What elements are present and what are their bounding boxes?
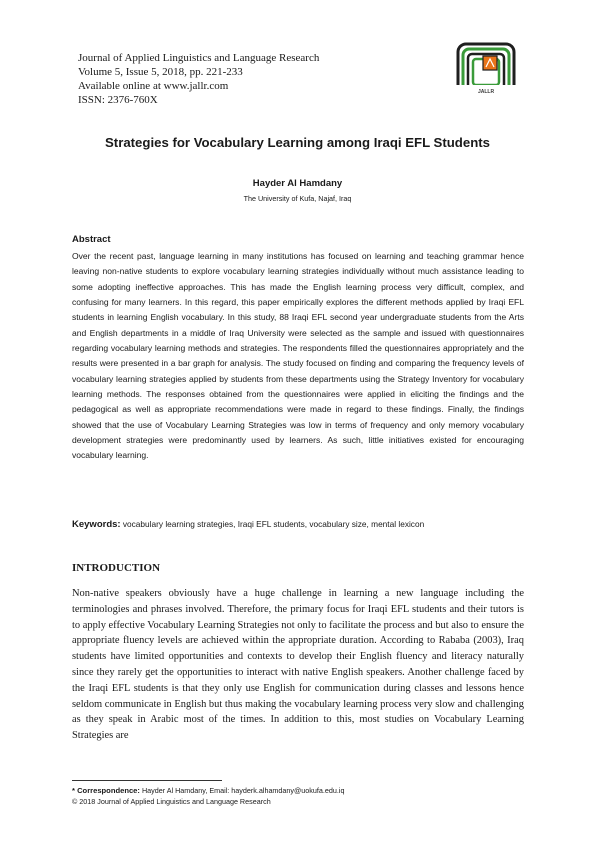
journal-header (78, 51, 319, 107)
keywords-label: Keywords: (72, 519, 121, 530)
correspondence-text: Hayder Al Hamdany, Email: hayderk.alhamdany@uokufa.edu.iq (141, 786, 345, 795)
journal-name: Journal of Applied Linguistics and Language Research (78, 52, 320, 64)
introduction-heading: INTRODUCTION (72, 562, 161, 574)
correspondence-label: * Correspondence: (72, 786, 140, 795)
logo-text: JALLR (477, 89, 495, 95)
correspondence-line (72, 785, 344, 796)
keywords-line (72, 519, 532, 530)
author-affiliation: The University of Kufa, Najaf, Iraq (243, 194, 352, 203)
keywords-text: vocabulary learning strategies, Iraqi EFL students, vocabulary size, mental lexicon (122, 519, 425, 529)
volume-info: Volume 5, Issue 5, 2018, pp. 221-233 (78, 66, 243, 78)
abstract-heading: Abstract (72, 234, 111, 245)
jallr-logo-icon (455, 41, 517, 103)
author-name: Hayder Al Hamdany (252, 178, 343, 189)
footnote (72, 785, 344, 807)
footnote-divider (72, 780, 222, 781)
paper-title: Strategies for Vocabulary Learning among Iraqi EFL Students (105, 135, 490, 150)
issn-line: ISSN: 2376-760X (78, 94, 158, 106)
copyright-line: © 2018 Journal of Applied Linguistics and Language Research (72, 797, 271, 806)
abstract-text: Over the recent past, language learning in many institutions has focused on learning and teaching grammar hence leaving non-native students to explore vocabulary learning strategies individually without much assistance leading to some adopting ineffective approaches. This has made the English learning process very difficult, complex, and confusing for many learners. In this regard, this paper empirically explores the different methods applied by Iraqi EFL students in learning English vocabulary. In this study, 88 Iraqi EFL second year undergraduate students from the Arts and English departments in a middle of Iraq University were selected as the sample and issued with questionnaires regarding vocabulary learning methods and strategies. The respondents filled the questionnaires appropriately and the results were presented in a bar graph for analysis. The study focused on finding and comparing the frequency levels of vocabulary learning strategies applied by students from these departments using the Strategy Inventory for vocabulary learning methods. The responses obtained from the questionnaires were applied in eliciting the findings and the pedagogical as well as appropriate recommendations were made in regard to these findings. Finally, the findings showed that the use of Vocabulary Learning Strategies was low in terms of frequency and only memory vocabulary development strategies were predominantly used by learners. As such, little initiatives existed for encouraging vocabulary learning. (72, 251, 524, 461)
introduction-text: Non-native speakers obviously have a huge challenge in learning a new language including the terminologies and phrases involved. Therefore, the primary focus for Iraqi EFL students and their tutors is to apply effective Vocabulary Learning Strategies not only to facilitate the process and but also to ensure the appropriate fluency levels are achieved within the appropriate duration. According to Rababa (2003), Iraq students have limited opportunities and contexts to develop their English fluency and literacy naturally since they rarely get the opportunities to interact with native English speakers. Another challenge faced by the Iraqi EFL students is that they only use English for communication during classes and lessons hence seldom communicate in English but thus making the vocabulary learning process very slow and challenging as they speak in Arabic most of the times. In addition to this, most studies on Vocabulary Learning Strategies are (72, 588, 524, 742)
availability-line: Available online at www.jallr.com (78, 80, 229, 92)
